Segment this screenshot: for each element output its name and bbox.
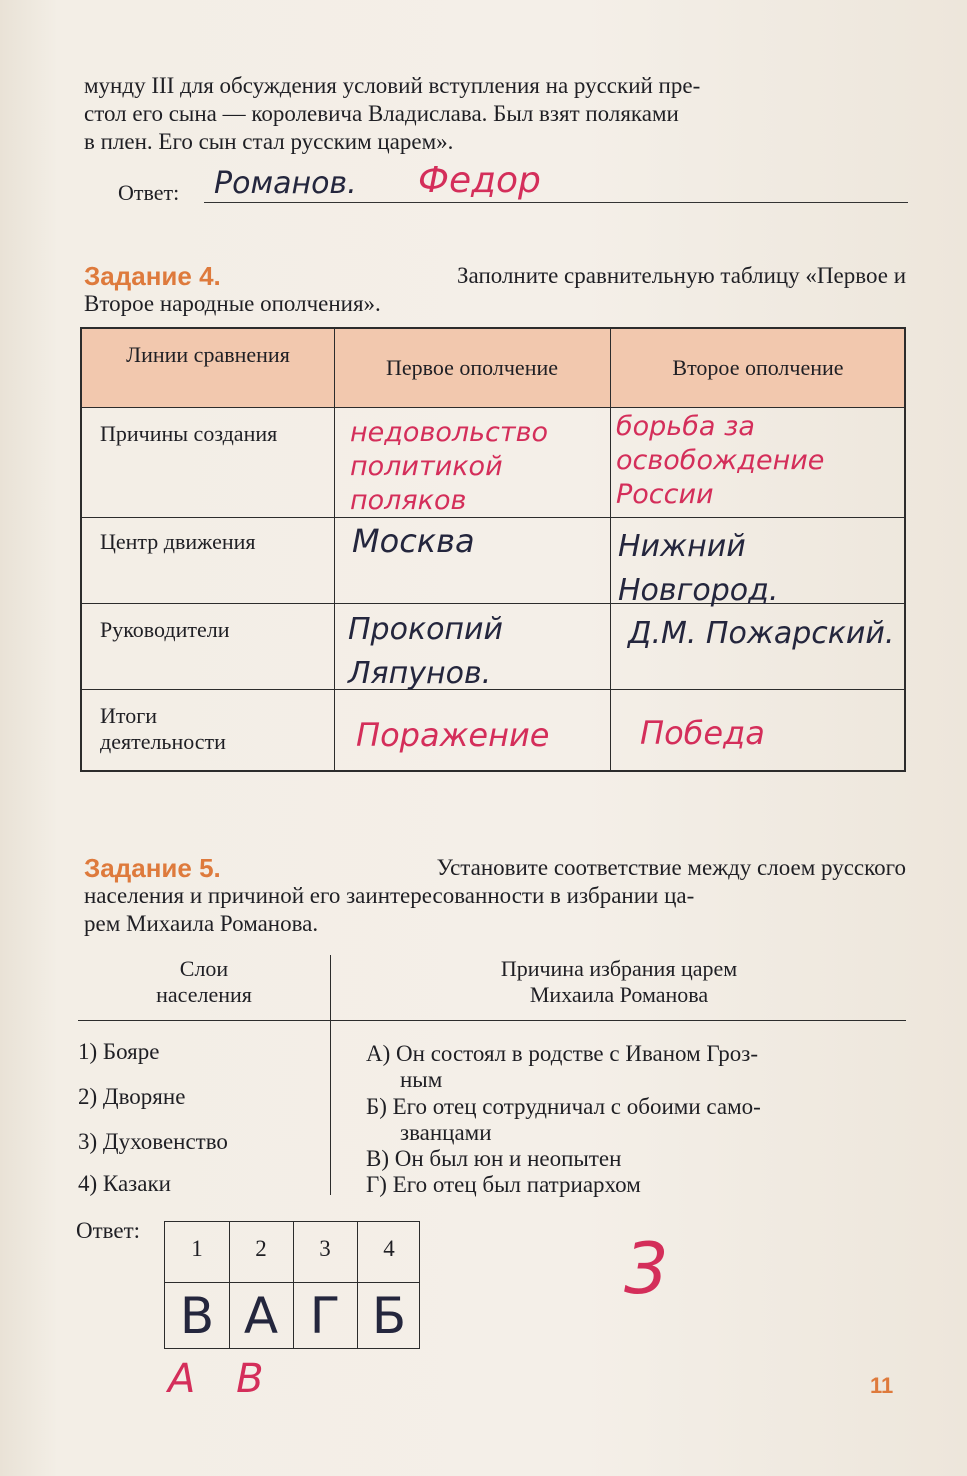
handwritten-score: 3 — [624, 1228, 669, 1310]
hand-leaders-first: Прокопий Ляпунов. — [348, 612, 504, 691]
handwritten-correction: А В — [168, 1356, 278, 1402]
intro-line-2: стол его сына — королевича Владислава. Был взят поляками — [84, 101, 679, 126]
page-number: 11 — [870, 1373, 894, 1398]
reason-a: А) Он состоял в родстве с Иваном Гроз- ным — [366, 1041, 758, 1092]
row-label-center: Центр движения — [100, 529, 256, 554]
hand-results-first: Поражение — [356, 716, 550, 754]
task4-text-1: Заполните сравнительную таблицу «Первое и — [457, 263, 906, 288]
grid-answer-3: Г — [309, 1287, 341, 1345]
hand-reasons-first: недовольство политикой поляков — [350, 417, 549, 516]
task5-text-3: рем Михаила Романова. — [84, 911, 319, 936]
handwritten-answer-fedor: Федор — [418, 160, 541, 201]
header-first-militia: Первое ополчение — [385, 355, 559, 380]
task4-heading — [84, 262, 906, 318]
intro-line-1: мунду III для обсуждения условий вступления на русский пре- — [84, 73, 701, 98]
reason-b: Б) Его отец сотрудничал с обоими само- званцами — [366, 1094, 761, 1145]
task5-answer-label: Ответ: — [76, 1218, 141, 1243]
task4-text-2: Второе народные ополчения». — [84, 291, 381, 316]
intro-paragraph — [84, 72, 906, 156]
grid-number-2: 2 — [255, 1236, 267, 1261]
layer-clergy: 3) Духовенство — [78, 1129, 228, 1154]
grid-number-3: 3 — [319, 1236, 331, 1261]
hand-results-second: Победа — [640, 714, 765, 752]
handwritten-answer-romanov: Романов. — [214, 166, 357, 201]
grid-number-1: 1 — [191, 1236, 203, 1261]
task4-title: Задание 4. — [84, 261, 221, 291]
reason-c: В) Он был юн и неопытен — [366, 1146, 622, 1171]
grid-answer-2: А — [243, 1287, 279, 1345]
row-label-results: Итоги деятельности — [100, 703, 226, 754]
header-lines-of-comparison: Линии сравнения — [126, 342, 290, 367]
header-second-militia: Второе ополчение — [672, 355, 844, 380]
answer-grid — [164, 1221, 420, 1349]
task5-title: Задание 5. — [84, 853, 221, 883]
answer-label: Ответ: — [118, 180, 180, 205]
row-label-reasons: Причины создания — [100, 421, 278, 446]
hand-center-first: Москва — [352, 522, 475, 560]
intro-line-3: в плен. Его сын стал русским царем». — [84, 129, 454, 154]
grid-answer-1: В — [179, 1287, 215, 1345]
header-election-reason: Причина избрания царем Михаила Романова — [500, 956, 738, 1007]
answer-underline — [204, 202, 908, 203]
row-label-leaders: Руководители — [100, 617, 230, 642]
grid-answer-4: Б — [371, 1287, 407, 1345]
hand-leaders-second: Д.М. Пожарский. — [628, 616, 895, 651]
layer-cossacks: 4) Казаки — [78, 1171, 171, 1196]
layer-nobles: 2) Дворяне — [78, 1084, 186, 1109]
header-population-layers: Слои населения — [156, 956, 252, 1007]
hand-center-second: Нижний Новгород. — [618, 529, 779, 608]
task5-text-2: населения и причиной его заинтересованности в избрании ца- — [84, 883, 695, 908]
reason-d: Г) Его отец был патриархом — [366, 1172, 641, 1197]
hand-reasons-second: борьба за освобождение России — [616, 411, 825, 510]
layer-boyars: 1) Бояре — [78, 1039, 160, 1064]
task5-text-1: Установите соответствие между слоем русского — [436, 855, 906, 880]
grid-number-4: 4 — [383, 1236, 395, 1261]
task5-heading — [84, 854, 906, 938]
